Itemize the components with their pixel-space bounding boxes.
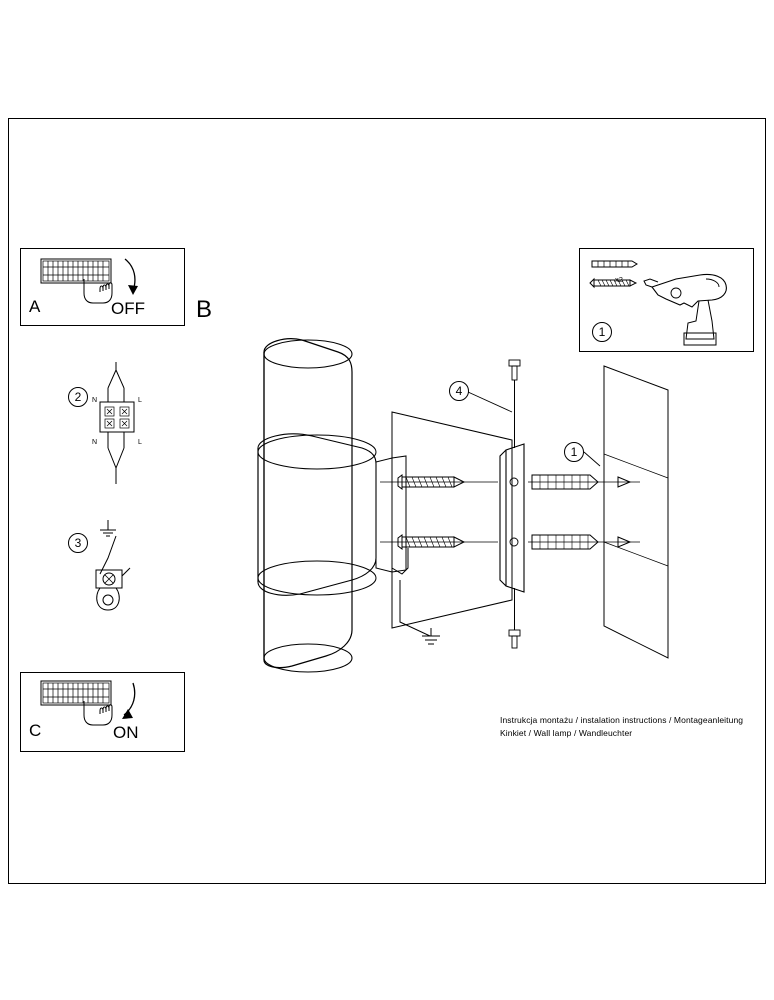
caption-line-1: Instrukcja montażu / instalation instructions / Montageanleitung xyxy=(500,715,744,725)
terminal-block-diagram xyxy=(86,368,156,488)
panel-c-action-label: ON xyxy=(113,723,139,742)
earth-ground-icon xyxy=(100,520,116,536)
step-number-1-tool: 1 xyxy=(592,322,612,342)
circuit-breaker-switch-icon xyxy=(41,681,111,705)
lamp-body-cylinder xyxy=(258,339,376,672)
caption-line-2: Kinkiet / Wall lamp / Wandleuchter xyxy=(500,728,633,738)
mounting-bracket xyxy=(376,456,408,574)
callout-4-leader xyxy=(468,392,512,412)
caption-block xyxy=(500,714,743,740)
plate-top-screw xyxy=(509,360,520,448)
panel-a-action-label: OFF xyxy=(111,299,145,318)
screw-icon xyxy=(590,279,636,287)
tool-quantity-label: x2 xyxy=(615,275,623,284)
panel-a-letter: A xyxy=(29,297,41,316)
earth-clamp-diagram xyxy=(86,518,156,618)
panel-c xyxy=(20,672,185,752)
screw-left-upper xyxy=(380,475,498,489)
panel-b-letter: B xyxy=(196,296,213,323)
curved-arrow-down-icon xyxy=(125,259,138,295)
curved-arrow-up-icon xyxy=(122,683,135,719)
wall-lamp-exploded-view xyxy=(240,330,710,680)
step-number-3: 3 xyxy=(68,533,88,553)
step-number-4: 4 xyxy=(449,381,469,401)
wall-surface xyxy=(604,366,668,658)
panel-a-graphics xyxy=(21,249,184,325)
svg-text:N: N xyxy=(92,397,98,404)
circuit-breaker-switch-icon xyxy=(41,259,111,283)
panel-c-letter: C xyxy=(29,721,42,740)
earth-symbol xyxy=(400,580,440,644)
panel-c-graphics xyxy=(21,673,184,751)
wall-plug-icon xyxy=(592,261,637,267)
screw-left-lower xyxy=(380,535,498,549)
wall-plug-lower xyxy=(528,535,640,549)
mounting-plate xyxy=(392,412,512,628)
wall-plug-upper xyxy=(528,475,640,489)
callout-1-leader xyxy=(584,452,600,466)
step-number-1-wall: 1 xyxy=(564,442,584,462)
svg-text:L: L xyxy=(138,397,142,404)
step-number-2: 2 xyxy=(68,387,88,407)
panel-a xyxy=(20,248,185,326)
svg-text:L: L xyxy=(138,439,142,446)
plate-bottom-screw xyxy=(509,588,520,648)
svg-text:N: N xyxy=(92,439,98,446)
